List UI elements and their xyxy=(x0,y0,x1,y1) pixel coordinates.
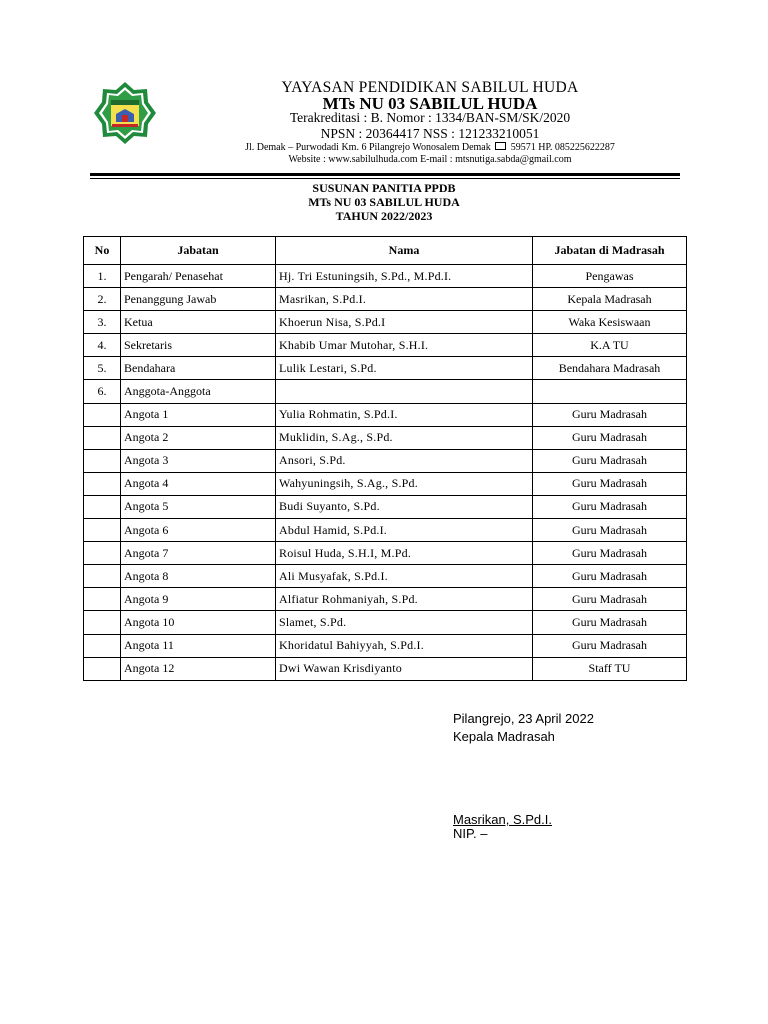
header-divider-thick xyxy=(90,173,680,176)
row-no xyxy=(84,426,121,449)
row-jabatan: Angota 4 xyxy=(121,472,276,495)
row-no xyxy=(84,611,121,634)
table-row xyxy=(84,311,687,334)
row-nama: Slamet, S.Pd. xyxy=(276,611,533,634)
address-part-a: Jl. Demak – Purwodadi Km. 6 Pilangrejo Wonosalem Demak xyxy=(245,142,491,153)
doc-title-line1: SUSUNAN PANITIA PPDB xyxy=(312,181,456,195)
row-nama: Budi Suyanto, S.Pd. xyxy=(276,495,533,518)
row-jabatan: Ketua xyxy=(121,311,276,334)
row-no xyxy=(84,657,121,680)
row-jabatan-madrasah xyxy=(533,380,687,403)
row-nama: Abdul Hamid, S.Pd.I. xyxy=(276,519,533,542)
row-jabatan-madrasah: Guru Madrasah xyxy=(533,519,687,542)
row-no xyxy=(84,449,121,472)
signer-position: Kepala Madrasah xyxy=(453,729,555,744)
table-row xyxy=(84,472,687,495)
table-row xyxy=(84,565,687,588)
row-nama: Roisul Huda, S.H.I, M.Pd. xyxy=(276,542,533,565)
row-nama: Ali Musyafak, S.Pd.I. xyxy=(276,565,533,588)
signer-nip: NIP. – xyxy=(453,826,488,841)
table-row xyxy=(84,357,687,380)
row-jabatan: Angota 6 xyxy=(121,519,276,542)
row-jabatan-madrasah: Pengawas xyxy=(533,265,687,288)
table-row xyxy=(84,588,687,611)
table-row xyxy=(84,657,687,680)
row-nama: Yulia Rohmatin, S.Pd.I. xyxy=(276,403,533,426)
row-nama: Wahyuningsih, S.Ag., S.Pd. xyxy=(276,472,533,495)
row-no xyxy=(84,403,121,426)
row-no xyxy=(84,495,121,518)
row-nama: Alfiatur Rohmaniyah, S.Pd. xyxy=(276,588,533,611)
row-jabatan: Angota 9 xyxy=(121,588,276,611)
col-header-jabatan: Jabatan xyxy=(121,237,276,265)
table-row xyxy=(84,334,687,357)
row-no: 6. xyxy=(84,380,121,403)
address-line xyxy=(190,142,670,153)
col-header-jabatan-madrasah: Jabatan di Madrasah xyxy=(533,237,687,265)
table-header-row xyxy=(84,237,687,265)
row-jabatan: Sekretaris xyxy=(121,334,276,357)
table-row xyxy=(84,403,687,426)
row-no xyxy=(84,472,121,495)
accreditation-text: Terakreditasi : B. Nomor : 1334/BAN-SM/SK/2020 xyxy=(289,110,571,125)
row-jabatan-madrasah: Guru Madrasah xyxy=(533,403,687,426)
table-row xyxy=(84,265,687,288)
row-no xyxy=(84,565,121,588)
row-no xyxy=(84,519,121,542)
row-nama: Ansori, S.Pd. xyxy=(276,449,533,472)
row-jabatan-madrasah: Bendahara Madrasah xyxy=(533,357,687,380)
header-divider-thin xyxy=(90,178,680,179)
row-jabatan-madrasah: Guru Madrasah xyxy=(533,542,687,565)
row-jabatan-madrasah: Guru Madrasah xyxy=(533,634,687,657)
table-row xyxy=(84,519,687,542)
npsn-text: NPSN : 20364417 NSS : 121233210051 xyxy=(320,126,540,141)
website-line: Website : www.sabilulhuda.com E-mail : mtsnutiga.sabda@gmail.com xyxy=(288,154,572,165)
row-no xyxy=(84,634,121,657)
row-jabatan-madrasah: Guru Madrasah xyxy=(533,588,687,611)
row-jabatan-madrasah: K.A TU xyxy=(533,334,687,357)
row-no: 4. xyxy=(84,334,121,357)
row-nama: Hj. Tri Estuningsih, S.Pd., M.Pd.I. xyxy=(276,265,533,288)
address-part-b: 59571 HP. 085225622287 xyxy=(510,142,615,153)
table-row xyxy=(84,426,687,449)
row-jabatan: Angota 12 xyxy=(121,657,276,680)
school-name: MTs NU 03 SABILUL HUDA xyxy=(322,94,538,113)
row-jabatan: Angota 2 xyxy=(121,426,276,449)
row-jabatan-madrasah: Guru Madrasah xyxy=(533,426,687,449)
row-nama: Khoridatul Bahiyyah, S.Pd.I. xyxy=(276,634,533,657)
row-no xyxy=(84,588,121,611)
committee-table xyxy=(83,236,687,681)
table-row xyxy=(84,611,687,634)
row-no: 1. xyxy=(84,265,121,288)
row-jabatan: Angota 3 xyxy=(121,449,276,472)
row-nama: Khabib Umar Mutohar, S.H.I. xyxy=(276,334,533,357)
row-jabatan-madrasah: Waka Kesiswaan xyxy=(533,311,687,334)
row-nama xyxy=(276,380,533,403)
row-jabatan-madrasah: Guru Madrasah xyxy=(533,611,687,634)
row-jabatan: Angota 11 xyxy=(121,634,276,657)
row-jabatan-madrasah: Guru Madrasah xyxy=(533,565,687,588)
table-row xyxy=(84,495,687,518)
row-jabatan-madrasah: Guru Madrasah xyxy=(533,449,687,472)
row-jabatan-madrasah: Kepala Madrasah xyxy=(533,288,687,311)
row-nama: Lulik Lestari, S.Pd. xyxy=(276,357,533,380)
row-jabatan: Angota 10 xyxy=(121,611,276,634)
row-nama: Khoerun Nisa, S.Pd.I xyxy=(276,311,533,334)
table-row xyxy=(84,288,687,311)
col-header-nama: Nama xyxy=(276,237,533,265)
row-jabatan: Angota 5 xyxy=(121,495,276,518)
table-row xyxy=(84,634,687,657)
row-no xyxy=(84,542,121,565)
row-jabatan: Angota 7 xyxy=(121,542,276,565)
table-row xyxy=(84,449,687,472)
row-jabatan-madrasah: Staff TU xyxy=(533,657,687,680)
row-nama: Masrikan, S.Pd.I. xyxy=(276,288,533,311)
row-jabatan: Penanggung Jawab xyxy=(121,288,276,311)
row-jabatan-madrasah: Guru Madrasah xyxy=(533,472,687,495)
row-nama: Dwi Wawan Krisdiyanto xyxy=(276,657,533,680)
row-no: 2. xyxy=(84,288,121,311)
row-nama: Muklidin, S.Ag., S.Pd. xyxy=(276,426,533,449)
school-emblem-icon xyxy=(92,80,158,146)
foundation-name: YAYASAN PENDIDIKAN SABILUL HUDA xyxy=(281,79,579,96)
row-jabatan: Pengarah/ Penasehat xyxy=(121,265,276,288)
row-jabatan: Anggota-Anggota xyxy=(121,380,276,403)
row-jabatan: Angota 8 xyxy=(121,565,276,588)
place-date: Pilangrejo, 23 April 2022 xyxy=(453,711,594,726)
row-no: 5. xyxy=(84,357,121,380)
table-row xyxy=(84,380,687,403)
mail-icon xyxy=(495,142,506,150)
col-header-no: No xyxy=(84,237,121,265)
doc-title-line2: MTs NU 03 SABILUL HUDA xyxy=(308,195,460,209)
signer-name: Masrikan, S.Pd.I. xyxy=(453,812,552,827)
row-no: 3. xyxy=(84,311,121,334)
row-jabatan: Angota 1 xyxy=(121,403,276,426)
row-jabatan-madrasah: Guru Madrasah xyxy=(533,495,687,518)
doc-title-line3: TAHUN 2022/2023 xyxy=(335,209,433,223)
row-jabatan: Bendahara xyxy=(121,357,276,380)
table-row xyxy=(84,542,687,565)
